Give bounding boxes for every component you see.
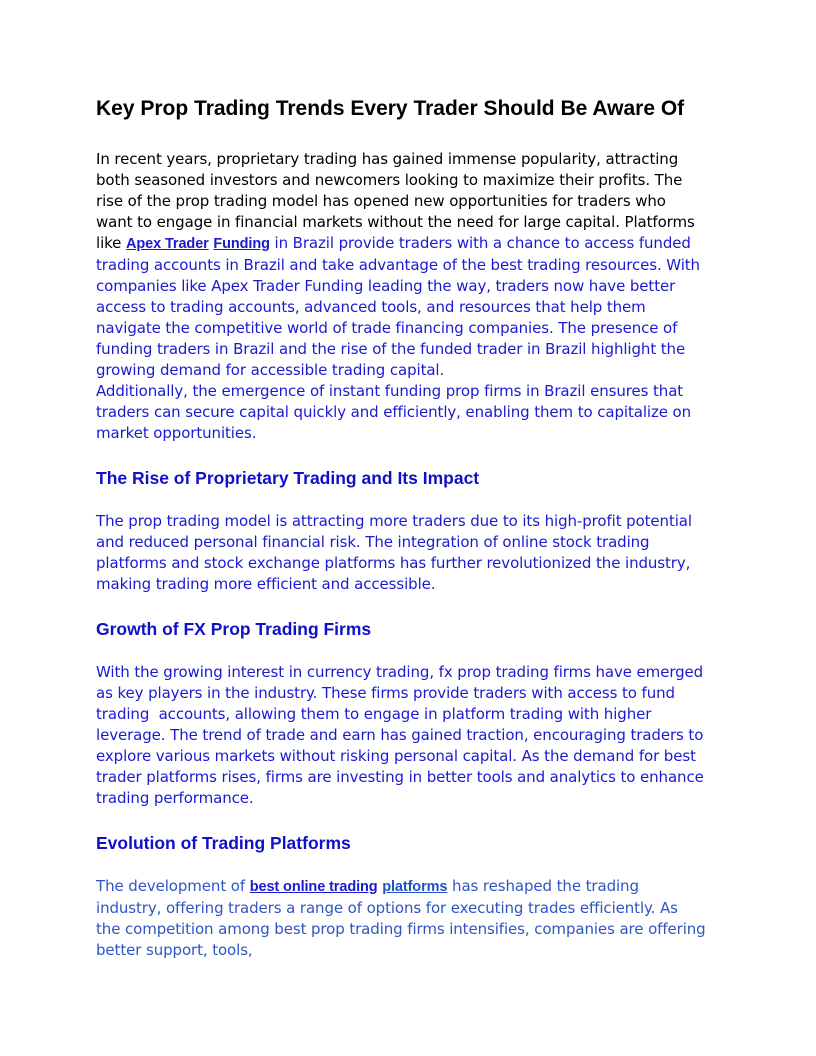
funding-link[interactable]: Funding <box>213 236 270 252</box>
section-heading-platforms: Evolution of Trading Platforms <box>96 833 351 853</box>
section-body-rise: The prop trading model is attracting more traders due to its high-profit potential and reduced personal financial risk. The integration of online stock trading platforms and stock exchange platforms has further revolutionized the industry, making trading more efficient and accessible. <box>96 512 692 593</box>
platforms-text-before-link: The development of <box>96 877 250 895</box>
section-heading-rise: The Rise of Proprietary Trading and Its Impact <box>96 468 480 488</box>
article-title: Key Prop Trading Trends Every Trader Should Be Aware Of <box>96 97 685 120</box>
section-body-fx-growth: With the growing interest in currency trading, fx prop trading firms have emerged as key players in the industry. These firms provide traders with access to fund trading accounts, allowing them to engage in platform trading with higher leverage. The trend of trade and earn has gained traction, encouraging traders to explore various markets without risking personal capital. As the demand for best trader platforms rises, firms are investing in better tools and analytics to enhance trading performance. <box>96 663 709 807</box>
intro-text-additional: Additionally, the emergence of instant funding prop firms in Brazil ensures that traders can secure capital quickly and efficiently, enabling them to capitalize on market opportunities. <box>96 382 692 442</box>
best-online-trading-link[interactable]: best online trading <box>249 879 378 895</box>
platforms-text-after-link: has reshaped the trading industry, offering traders a range of options for executing trades efficiently. As the competition among best prop trading firms intensifies, companies are offering better support, tools, <box>96 877 706 959</box>
intro-paragraph <box>96 149 706 444</box>
section-heading-fx-growth: Growth of FX Prop Trading Firms <box>96 619 372 639</box>
intro-text-after-link: in Brazil provide traders with a chance to access funded trading accounts in Brazil and take advantage of the best trading resources. With companies like Apex Trader Funding leading the way, traders now have better access to trading accounts, advanced tools, and resources that help them navigate the competitive world of trade financing companies. The presence of funding traders in Brazil and the rise of the funded trader in Brazil highlight the growing demand for accessible trading capital. <box>96 234 700 379</box>
platforms-link[interactable]: platforms <box>382 879 448 895</box>
intro-text-before-link: In recent years, proprietary trading has gained immense popularity, attracting both seasoned investors and newcomers looking to maximize their profits. The rise of the prop trading model has opened new opportunities for traders who want to engage in financial markets without the need for large capital. Platforms like <box>96 150 695 252</box>
apex-trader-link[interactable]: Apex Trader <box>125 236 209 252</box>
document-page <box>96 94 709 984</box>
section-body-platforms <box>96 876 706 961</box>
